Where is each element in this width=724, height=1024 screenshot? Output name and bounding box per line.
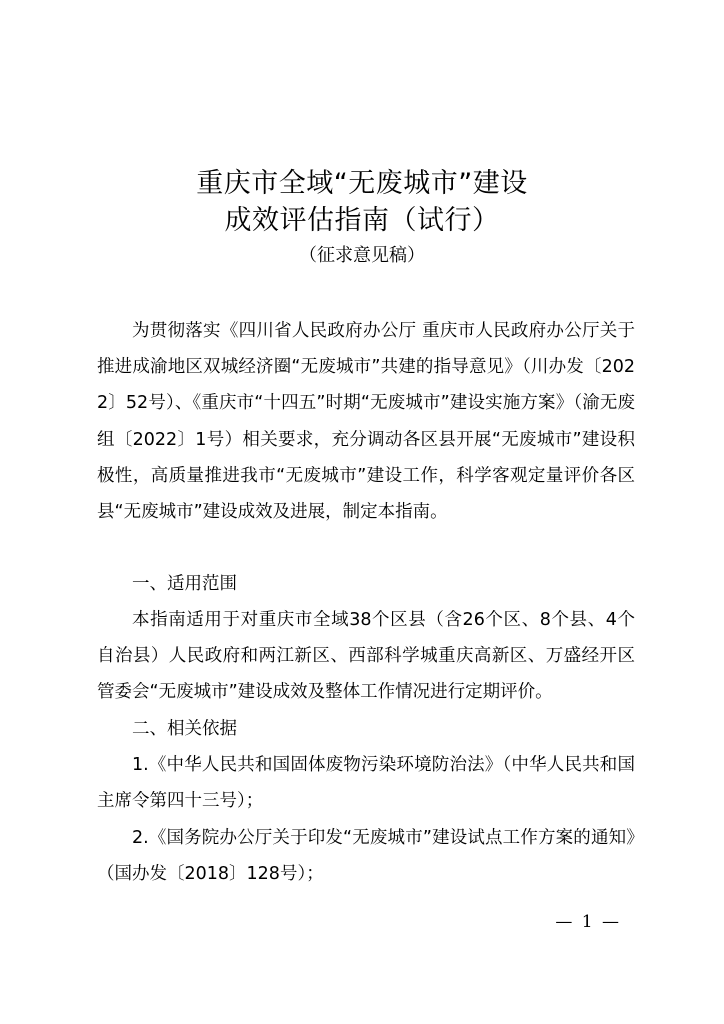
scope-paragraph: 本指南适用于对重庆市全域38个区县（含26个区、8个县、4个自治县）人民政府和两江新区、西部科学城重庆高新区、万盛经开区管委会“无废城市”建设成效及整体工作情况进行定期评价。 [97, 610, 635, 703]
page-number: — 1 — [555, 912, 621, 932]
scope-paragraph-block [97, 602, 635, 711]
intro-paragraph-block [97, 313, 635, 530]
basis-item-1-block [97, 747, 635, 819]
section-heading-scope: 一、适用范围 [132, 574, 237, 594]
document-title-line-1: 重庆市全域“无废城市”建设 [196, 168, 528, 199]
basis-item-1: 1.《中华人民共和国固体废物污染环境防治法》（中华人民共和国主席令第四十三号）； [97, 755, 635, 812]
section-heading-basis: 二、相关依据 [132, 719, 237, 739]
basis-item-2: 2.《国务院办公厅关于印发“无废城市”建设试点工作方案的通知》（国办发〔2018〕128号）； [97, 828, 635, 885]
basis-item-2-block [97, 820, 635, 892]
document-title-line-2: 成效评估指南（试行） [224, 205, 500, 236]
section-heading-basis-block [97, 711, 635, 747]
section-heading-scope-block [97, 566, 635, 602]
intro-paragraph: 为贯彻落实《四川省人民政府办公厅 重庆市人民政府办公厅关于推进成渝地区双城经济圈“无废城市”共建的指导意见》（川办发〔2022〕52号）、《重庆市“十四五”时期“无废城市”建设实施方案》（渝无废组〔2022〕1号）相关要求，充分调动各区县开展“无废城市”建设积极性，高质量推进我市“无废城市”建设工作，科学客观定量评价各区县“无废城市”建设成效及进展，制定本指南。 [97, 321, 635, 523]
document-subtitle: （征求意见稿） [299, 245, 425, 266]
